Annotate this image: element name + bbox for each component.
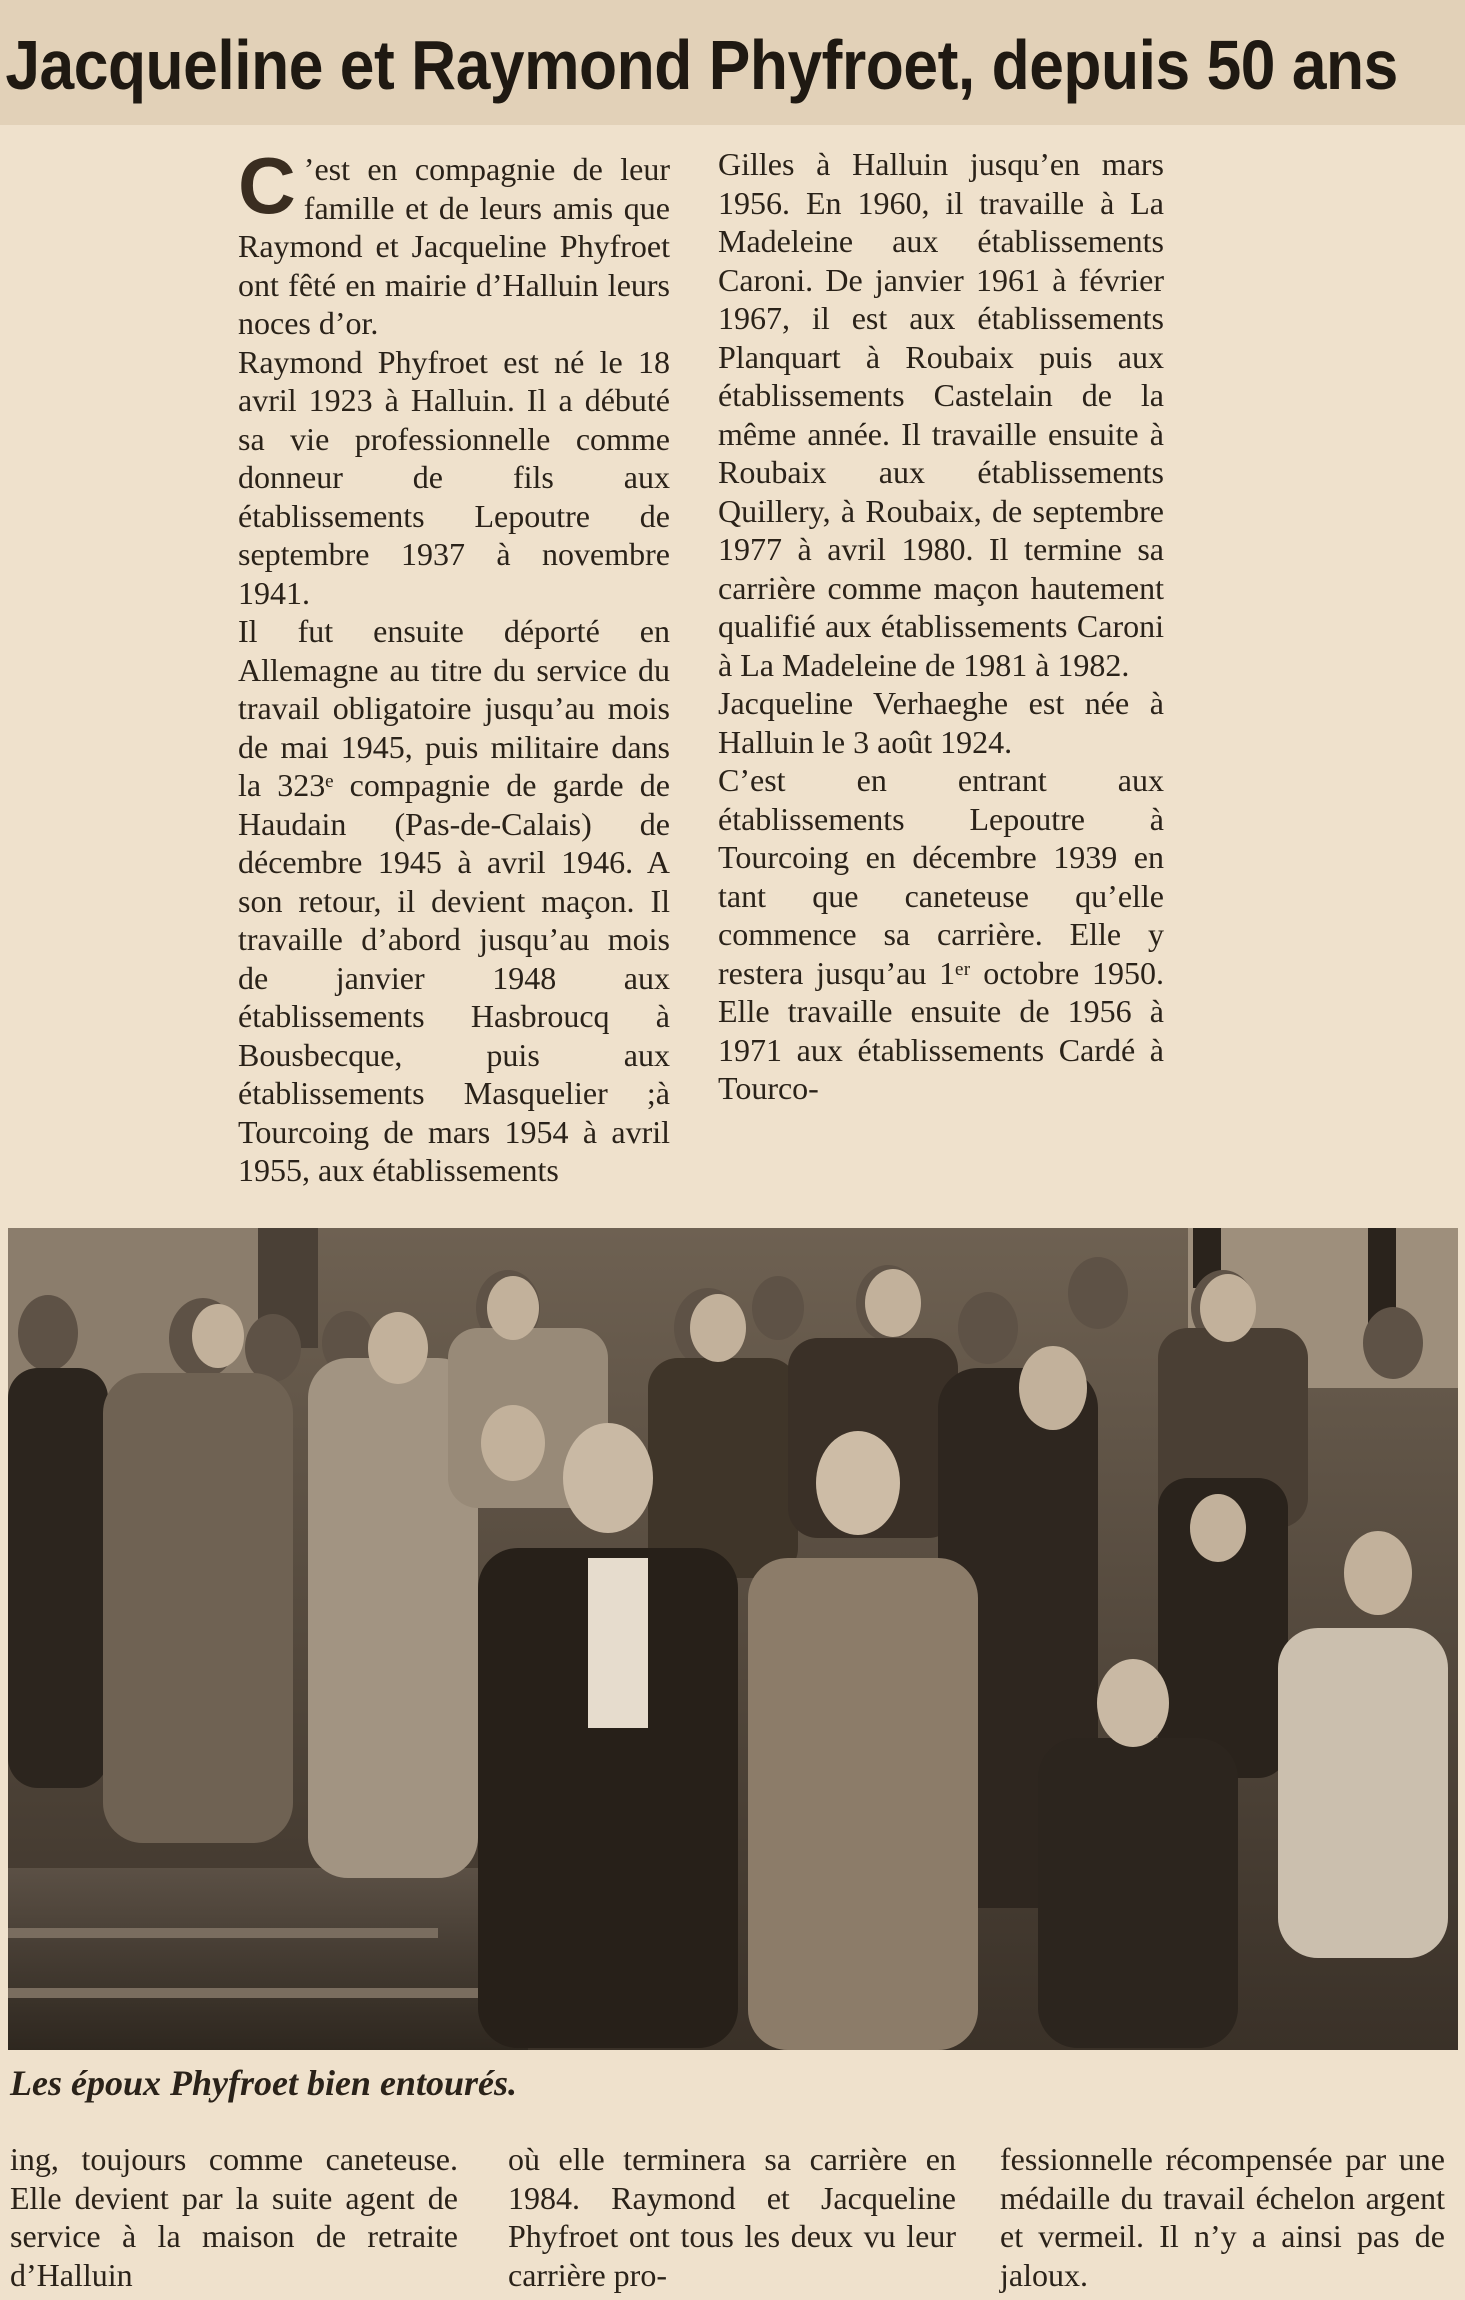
column-2-paragraph-3: C’est en entrant aux établissements Lepoutre à Tourcoing en décembre 1939 en tant que caneteuse qu’elle commence sa carrière. Elle y restera jusqu’au 1ᵉʳ octobre 1950. Elle travaille ensuite de 1956 à 1971 aux établissements Cardé à Tourco- <box>718 762 1164 1106</box>
group-photo <box>8 1228 1458 2050</box>
column-1-paragraph-3: Il fut ensuite déporté en Allemagne au titre du service du travail obligatoire jusqu’au mois de mai 1945, puis militaire dans la 323ᵉ compagnie de garde de Haudain (Pas-de-Calais) de décembre 1945 à avril 1946. A son retour, il devient maçon. Il travaille d’abord jusqu’au mois de janvier 1948 aux établissements Hasbroucq à Bousbecque, puis aux établissements Masquelier ;à Tourcoing de mars 1954 à avril 1955, aux établissements <box>238 613 670 1188</box>
column-1-paragraph-1-text: ’est en compagnie de leur famille et de leurs amis que Raymond et Jacqueline Phyfroet ont fêté en mairie d’Halluin leurs noces d’or. <box>238 151 670 341</box>
bottom-column-3: fessionnelle récompensée par une médaille du travail échelon argent et vermeil. Il n’y a ainsi pas de jaloux. <box>1000 2141 1445 2293</box>
drop-cap: C <box>238 141 296 230</box>
column-2-paragraph-2: Jacqueline Verhaeghe est née à Halluin le 3 août 1924. <box>718 685 1164 760</box>
column-2-paragraph-1: Gilles à Halluin jusqu’en mars 1956. En 1960, il travaille à La Madeleine aux établissements Caroni. De janvier 1961 à février 1967, il est aux établissements Planquart à Roubaix puis aux établissements Castelain de la même année. Il travaille ensuite à Roubaix aux établissements Quillery, à Roubaix, de septembre 1977 à avril 1980. Il termine sa carrière comme maçon hautement qualifié aux établissements Caroni à La Madeleine de 1981 à 1982. <box>718 146 1164 683</box>
photo-caption: Les époux Phyfroet bien entourés. <box>10 2063 517 2103</box>
article-column-2 <box>718 145 1164 1220</box>
bottom-column-1: ing, toujours comme caneteuse. Elle devient par la suite agent de service à la maison de retraite d’Halluin <box>10 2141 458 2293</box>
stone-steps <box>8 1868 528 2050</box>
article-headline: Jacqueline et Raymond Phyfroet, depuis 50 ans <box>5 26 1398 104</box>
bottom-column-2: où elle terminera sa carrière en 1984. Raymond et Jacqueline Phyfroet ont tous les deux vu leur carrière pro- <box>508 2141 956 2293</box>
column-1-paragraph-2: Raymond Phyfroet est né le 18 avril 1923 à Halluin. Il a débuté sa vie professionnelle comme donneur de fils aux établissements Lepoutre de septembre 1937 à novembre 1941. <box>238 343 670 611</box>
group-photo-illustration <box>8 1228 1458 2050</box>
column-1-paragraph-1 <box>238 141 670 343</box>
article-column-1 <box>238 141 670 1210</box>
